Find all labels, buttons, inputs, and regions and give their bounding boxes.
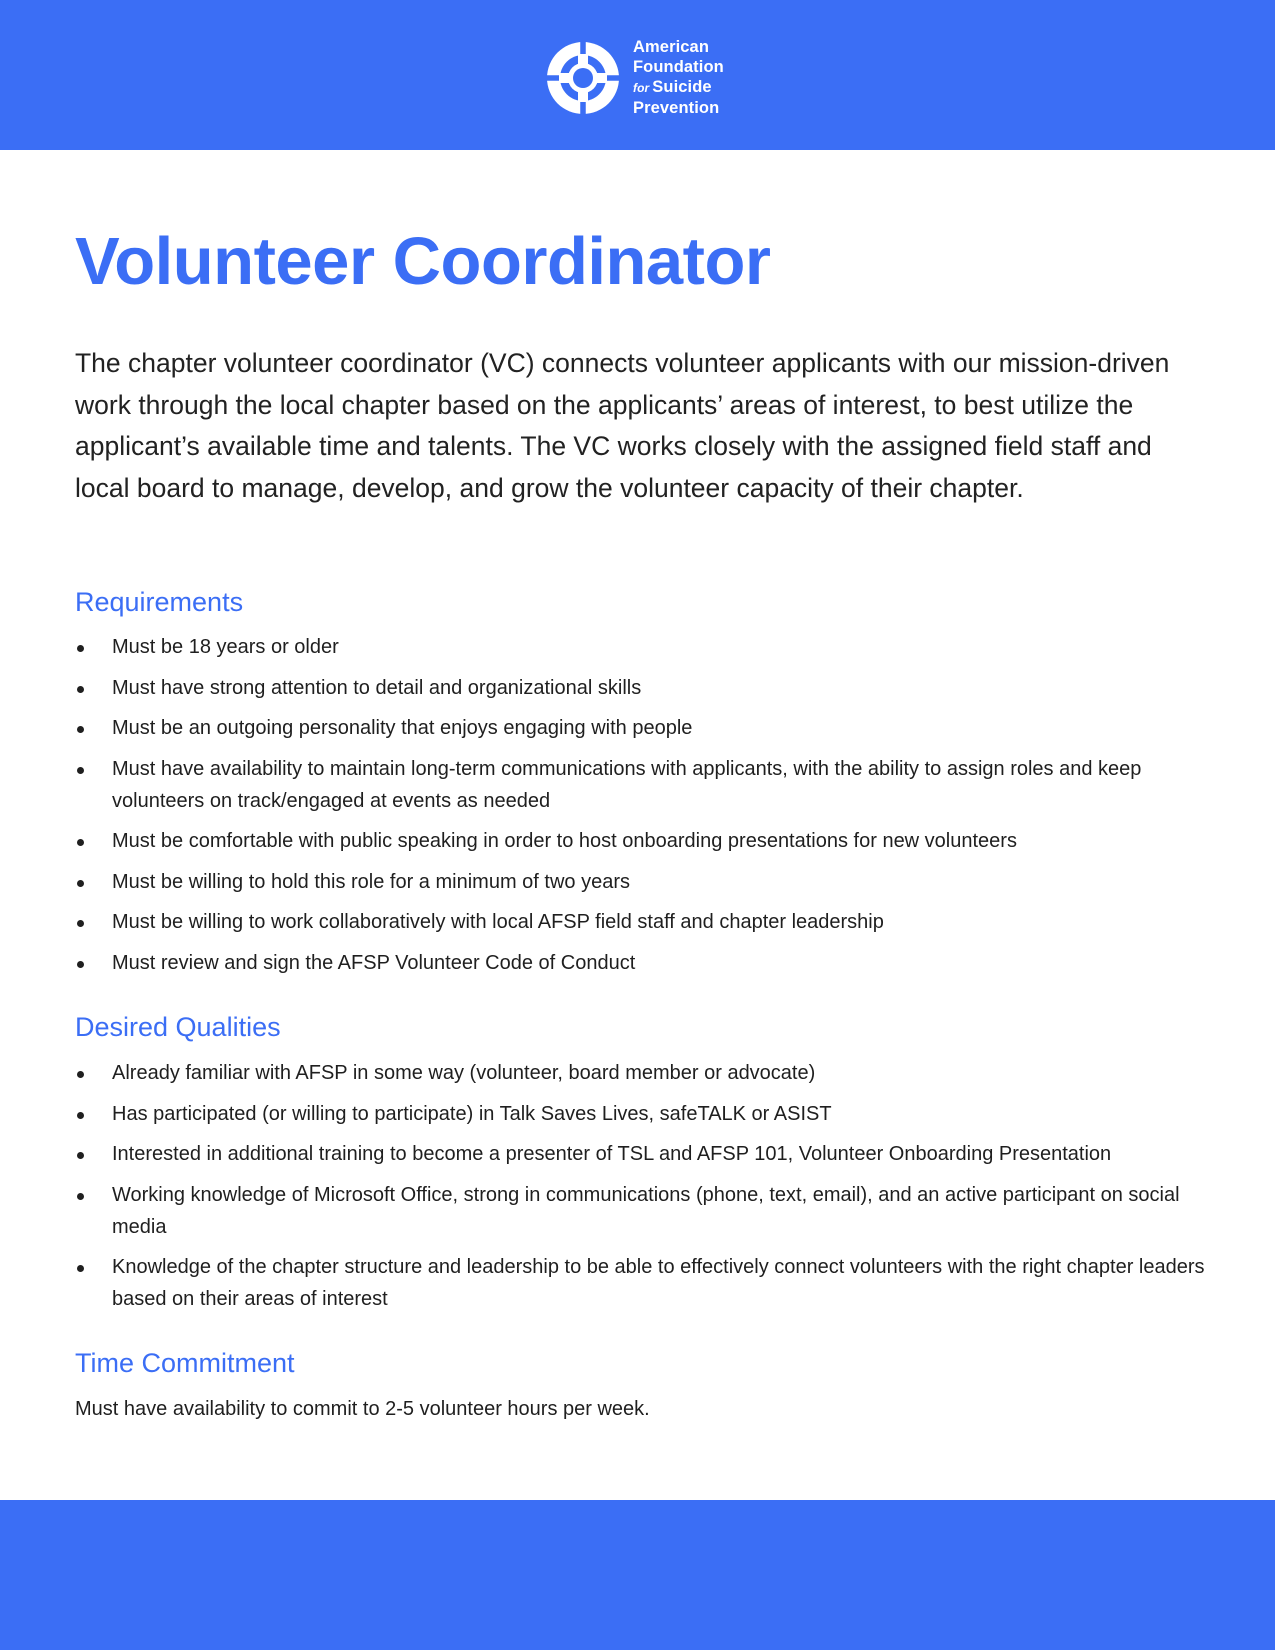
list-item-text: Interested in additional training to become a presenter of TSL and AFSP 101, Volunteer Onboarding Presentation: [112, 1143, 1112, 1165]
list-item: [75, 1179, 1205, 1243]
list-item: [75, 631, 1205, 663]
bullet-icon: [77, 920, 84, 927]
list-item: [75, 1098, 1205, 1130]
bullet-icon: [77, 767, 84, 774]
logo-line-4: Prevention: [633, 99, 720, 117]
list-item: [75, 712, 1205, 744]
list-item: [75, 1251, 1205, 1315]
list-item-text: Must be 18 years or older: [112, 636, 339, 658]
list-item: [75, 672, 1205, 704]
afsp-logo: [545, 37, 724, 118]
list-item-text: Must be comfortable with public speaking in order to host onboarding presentations for new volunteers: [112, 830, 1017, 852]
bullet-icon: [77, 961, 84, 968]
bullet-icon: [77, 645, 84, 652]
page-title: Volunteer Coordinator: [75, 224, 771, 299]
intro-paragraph: The chapter volunteer coordinator (VC) connects volunteer applicants with our mission-driven work through the local chapter based on the applicants’ areas of interest, to best utilize the applicant’s available time and talents. The VC works closely with the assigned field staff and local board to manage, develop, and grow the volunteer capacity of their chapter.: [75, 348, 1170, 503]
logo-line-1: American: [633, 38, 710, 56]
time-commitment-heading: Time Commitment: [75, 1348, 295, 1378]
footer-band: [0, 1500, 1275, 1650]
logo-line-2: Foundation: [633, 58, 724, 76]
logo-for: for: [633, 81, 650, 95]
time-commitment-text: Must have availability to commit to 2-5 volunteer hours per week.: [75, 1398, 650, 1420]
bullet-icon: [77, 839, 84, 846]
bullet-icon: [77, 1152, 84, 1159]
list-item-text: Must be willing to work collaboratively with local AFSP field staff and chapter leadership: [112, 911, 884, 933]
list-item: [75, 1057, 1205, 1089]
bullet-icon: [77, 1112, 84, 1119]
list-item: [75, 866, 1205, 898]
bullet-icon: [77, 1193, 84, 1200]
list-item-text: Must review and sign the AFSP Volunteer Code of Conduct: [112, 951, 636, 974]
bullet-icon: [77, 686, 84, 693]
desired-qualities-list: [75, 1057, 1205, 1324]
desired-qualities-heading: Desired Qualities: [75, 1012, 281, 1042]
list-item-text: Already familiar with AFSP in some way (volunteer, board member or advocate): [112, 1062, 816, 1084]
requirements-list: [75, 631, 1205, 987]
logo-line-3: [633, 77, 724, 98]
lifebuoy-icon: [545, 40, 621, 116]
bullet-icon: [77, 726, 84, 733]
list-item: [75, 825, 1205, 857]
list-item-text: Must be willing to hold this role for a minimum of two years: [112, 870, 630, 893]
list-item: [75, 947, 1205, 979]
list-item-text: Must have strong attention to detail and organizational skills: [112, 676, 642, 699]
header-band: [0, 0, 1275, 150]
logo-wordmark: [633, 37, 724, 118]
list-item-text: Must be an outgoing personality that enjoys engaging with people: [112, 717, 693, 739]
bullet-icon: [77, 880, 84, 887]
bullet-icon: [77, 1071, 84, 1078]
bullet-icon: [77, 1265, 84, 1272]
list-item-text: Working knowledge of Microsoft Office, strong in communications (phone, text, email), and an active participant on social media: [112, 1183, 1180, 1238]
list-item: [75, 906, 1205, 938]
logo-suicide: Suicide: [652, 78, 712, 96]
list-item-text: Has participated (or willing to participate) in Talk Saves Lives, safeTALK or ASIST: [112, 1102, 832, 1125]
list-item-text: Must have availability to maintain long-term communications with applicants, with the ability to assign roles and keep volunteers on track/engaged at events as needed: [112, 757, 1142, 812]
list-item: [75, 753, 1205, 817]
list-item-text: Knowledge of the chapter structure and leadership to be able to effectively connect volunteers with the right chapter leaders based on their areas of interest: [112, 1256, 1205, 1310]
requirements-heading: Requirements: [75, 587, 244, 617]
list-item: [75, 1138, 1205, 1170]
